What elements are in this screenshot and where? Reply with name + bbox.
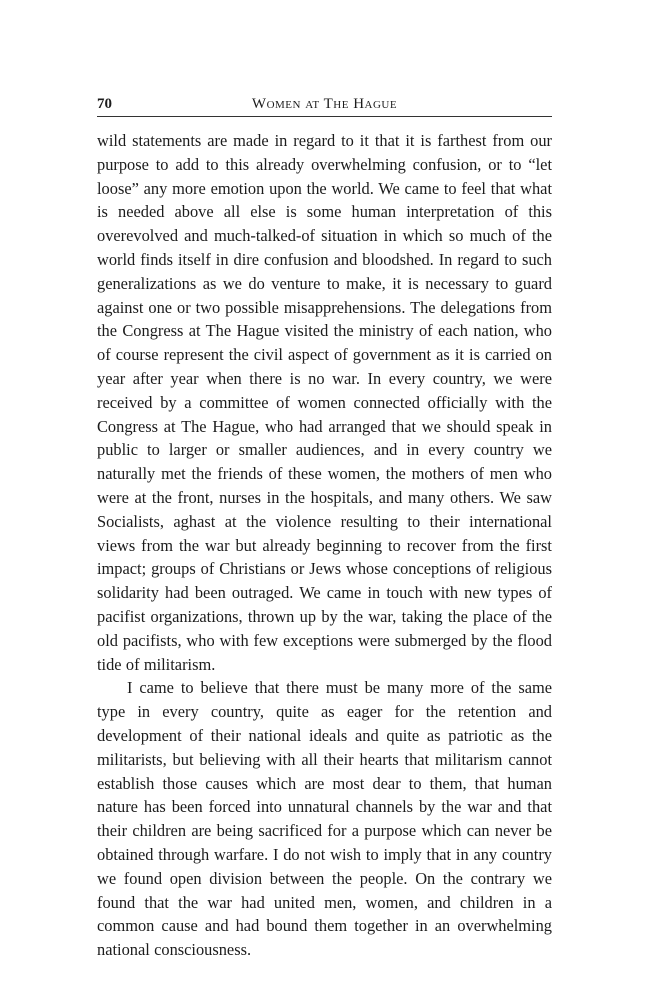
paragraph-continued: wild statements are made in regard to it that it is farthest from our purpose to add to this already overwhelming confusion, or to “let loose” any more emotion upon the world. We came to feel that what is needed above all else is some human interpretation of this overevolved and much-talked-of situation in which so much of the world finds itself in dire confusion and bloodshed. In regard to such generalizations as we do venture to make, it is necessary to guard against one or two possible misapprehensions. The delegations from the Congress at The Hague visited the ministry of each nation, who of course represent the civil aspect of government as it is carried on year after year when there is no war. In every country, we were received by a committee of women connected officially with the Congress at The Hague, who had arranged that we should speak in public to larger or smaller audiences, and in every country we naturally met the friends of these women, the mothers of men who were at the front, nurses in the hospitals, and many others. We saw Socialists, aghast at the violence resulting to their international views from the war but already beginning to recover from the first impact; groups of Christians or Jews whose conceptions of religious solidarity had been outraged. We came in touch with new types of pacifist organizations, thrown up by the war, taking the place of the old pacifists, who with few exceptions were submerged by the flood tide of militarism. [97, 131, 552, 674]
running-title: Women at The Hague [251, 96, 398, 112]
paragraph: I came to believe that there must be many more of the same type in every country, quite as eager for the retention and development of their national ideals and quite as patriotic as the militarists, but believing with all their hearts that militarism cannot establish those causes which are most dear to them, that human nature has been forced into unnatural channels by the war and that their children are being sacrificed for a purpose which can never be obtained through warfare. I do not wish to imply that in any country we found open division between the people. On the contrary we found that the war had united men, women, and children in a common cause and had bound them together in an overwhelming national consciousness. [97, 678, 552, 960]
page-number: 70 [97, 96, 112, 112]
body-text [97, 129, 552, 962]
running-header [97, 94, 552, 117]
book-page [97, 94, 552, 962]
